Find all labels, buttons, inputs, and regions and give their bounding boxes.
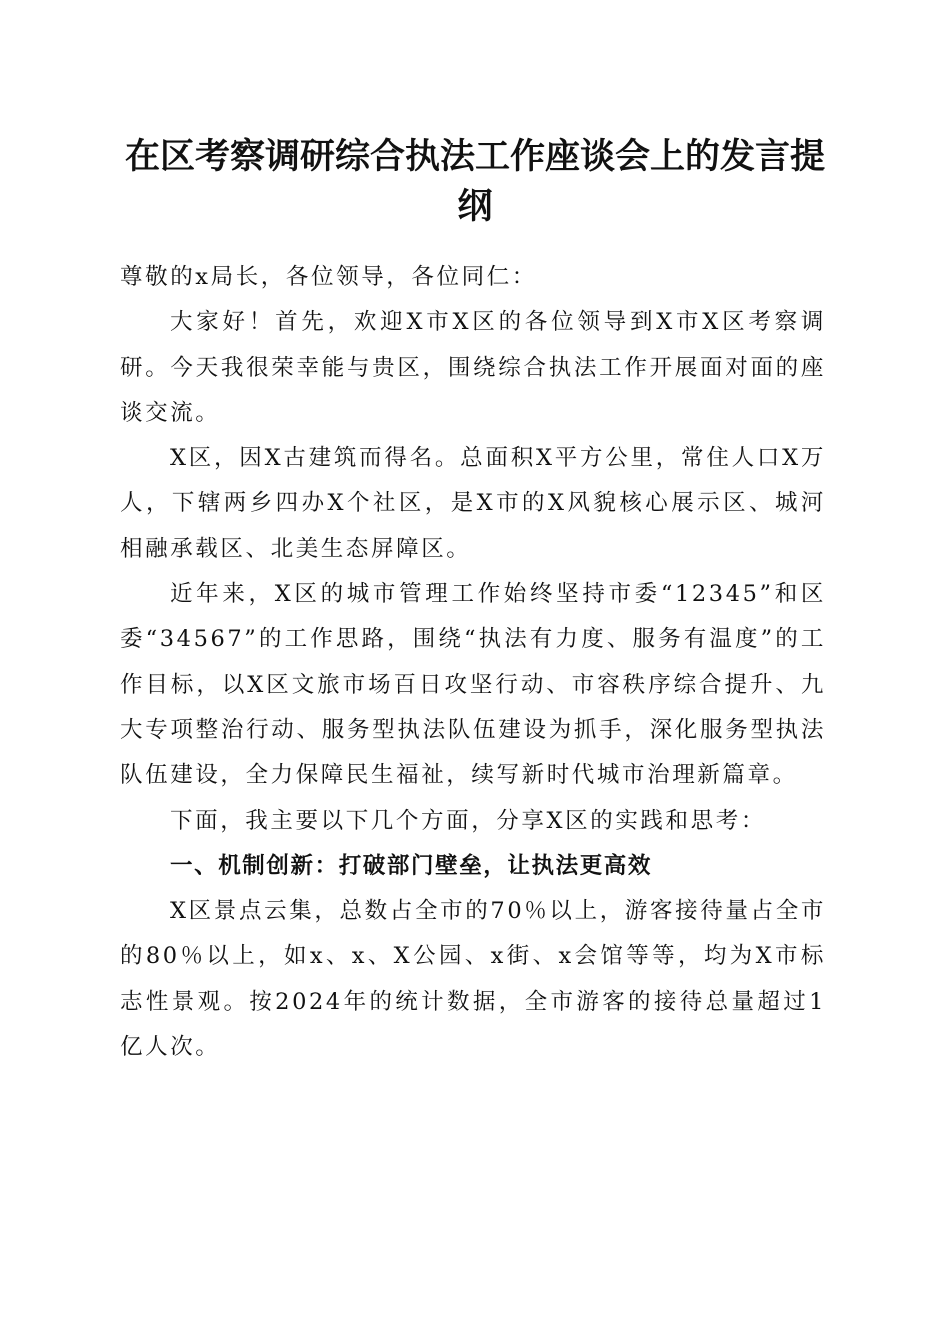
section-paragraph: X区景点云集，总数占全市的70％以上，游客接待量占全市的80％以上，如x、x、X公园、x街、x会馆等等，均为X市标志性景观。按2024年的统计数据，全市游客的接待总量超过1亿人次。 (120, 898, 826, 1061)
paragraph-recent-work: 近年来，X区的城市管理工作始终坚持市委“12345”和区委“34567”的工作思路，围绕“执法有力度、服务有温度”的工作目标，以X区文旅市场百日攻坚行动、市容秩序综合提升、九大专项整治行动、服务型执法队伍建设为抓手，深化服务型执法队伍建设，全力保障民生福祉，续写新时代城市治理新篇章。 (120, 581, 826, 789)
document-title: 在区考察调研综合执法工作座谈会上的发言提纲 (124, 136, 825, 227)
salutation: 尊敬的x局长，各位领导，各位同仁： (120, 264, 537, 290)
section-heading: 一、机制创新：打破部门壁垒，让执法更高效 (170, 852, 653, 879)
paragraph-outline-intro: 下面，我主要以下几个方面，分享X区的实践和思考： (170, 807, 766, 834)
paragraph-district-intro: X区，因X古建筑而得名。总面积X平方公里，常住人口X万人，下辖两乡四办X个社区，是X市的X风貌核心展示区、城河相融承载区、北美生态屏障区。 (120, 445, 826, 562)
document-body (120, 255, 826, 1070)
paragraph-greeting: 大家好！首先，欢迎X市X区的各位领导到X市X区考察调研。今天我很荣幸能与贵区，围绕综合执法工作开展面对面的座谈交流。 (120, 309, 826, 426)
